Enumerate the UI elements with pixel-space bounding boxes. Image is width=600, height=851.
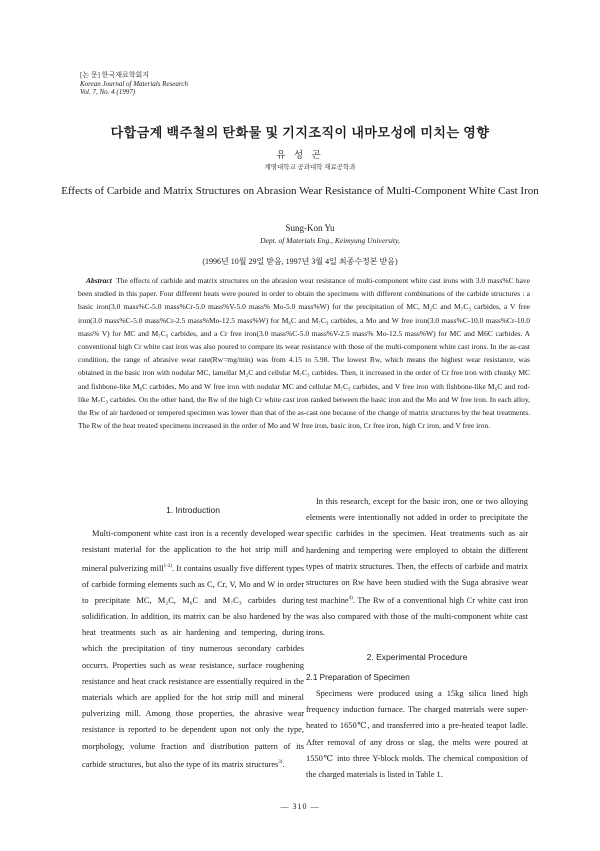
page-number: — 310 — [280,802,320,811]
abstract-label: Abstract [86,276,112,285]
journal-header [80,71,188,97]
right-column [306,494,528,783]
preparation-paragraph: Specimens were produced using a 15kg silica lined high frequency induction furnace. The charged materials were super-heated to 1650℃, and transferred into a pre-heated teapot ladle. After removal of any dross or slag, the melts were poured at 1550℃ into three Y-block molds. The chemical composition of the charged materials is listed in Table 1. [306,689,528,780]
korean-author: 유 성 곤 [276,151,324,161]
journal-korean-name: [논 문] 한국재료학회지 [80,71,150,79]
korean-affiliation: 계명대학교 공과대학 재료공학과 [264,164,356,171]
abstract [78,274,530,432]
english-title: Effects of Carbide and Matrix Structures on Abrasion Wear Resistance of Multi-Component White Cast Iron [61,185,539,197]
introduction-paragraph [82,526,304,773]
intro-text-b: . It contains usually five different types of carbide forming elements such as C, Cr, V, Mo and W in order to precipitate MC, M₂C, M₆C and M₇C₃ carbides during solidification. In addition, its matrix can be also hardened by the heat treatments such as air hardening and tempering, during which the precipitation of tiny numerous secondary carbides occurrs. Properties such as wear resistance, surface roughening resistance and heat crack resistance are essentially required in the materials which are applied for the hot strip mill and mineral pulverizing mill. Among those properties, the abrasive wear resistance is reported to be dependent upon not only the type, morphology, volume fraction and distribution pattern of its carbide structures, but also the type of its matrix structures [82,563,304,769]
journal-volume: Vol. 7, No. 4 (1997) [80,88,136,96]
intro-ref-2: 3) [278,759,283,765]
intro-ref-1: 1-2) [163,563,172,569]
english-affiliation: Dept. of Materials Eng., Keimyung University, [260,236,400,245]
korean-title: 다합금계 백주철의 탄화물 및 기지조직이 내마모성에 미치는 영향 [110,125,490,140]
abstract-text: The effects of carbide and matrix structures on the abrasion wear resistance of multi-component white cast irons with 3.0 mass%C have been studied in this paper. Four different heats were poured in order to obtain the specimens with different combinations of the carbide structures : a basic iron(3.0 mass%C-5.0 mass%Cr-5.0 mass%V-5.0 mass% Mo-5.0 mass%W) for the precipitation of MC, M₂C and M₇C₃ carbides, a V free iron(3.0 mass%C-5.0 mass%Cr-2.5 mass%Mo-12.5 mass%W) for M₆C and M₇C₃ carbides, a Mo and W free iron(3.0 mass%C-10.0 mass%Cr-10.0 mass% V) for MC and M₇C₃ carbides, and a Cr free iron(3.0 mass%C-5.0 mass%V-2.5 mass% Mo-12.5 mass%W) for MC and M6C carbides. A conventional high Cr white cast iron was also poured to compare its wear resistance with those of the multi-component white cast irons. In the as-cast condition, the range of abrasive wear rate(Rw=mg/min) was from 4.15 to 5.98. The lowest Rw, which means the highest wear resistance, was obtained in the basic iron with nodular MC, lamellar M₂C and cellular M₇C₃ carbides. Then, it increased in the order of Cr free iron with chunky MC and fishbone-like M₆C carbides, Mo and W free iron with nodular MC and cellular M₇C₃ carbides, and V free iron with fishbone-like M₆C and rod-like M₇C₃ carbides. On the other hand, the Rw of the high Cr white cast iron ranked between the basic iron and the Mo and W free iron. In each alloy, the Rw of air hardened or tempered specimen was lower than that of the as-cast one because of the change of matrix structures by the heat treatments. The Rw of the heat treated specimens increased in the order of Mo and W free iron, basic iron, Cr free iron, high Cr iron, and V free iron. [78,276,530,431]
received-dates: (1996년 10월 29일 받음, 1997년 3월 4일 최종수정본 받음) [202,257,398,266]
english-author: Sung-Kon Yu [285,223,335,233]
left-column [82,502,304,773]
research-ref: 4) [348,596,353,602]
experimental-heading: 2. Experimental Procedure [366,651,468,662]
research-text-b: . The Rw of a conventional high Cr white cast iron was also compared with those of the multi-component white cast irons. [306,596,528,638]
research-text-a: In this research, except for the basic iron, one or two alloying elements were intentionally not added in order to precipitate the specific carbides in the specimen. Heat treatments such as air hardening and tempering were employed to obtain the different types of matrix structures. Then, the effects of carbide and matrix structures on Rw have been studied with the Suga abrasive wear test machine [306,497,528,606]
intro-text-c: . [282,759,285,769]
intro-text-a: Multi-component white cast iron is a recently developed wear resistant material for the application to the hot strip mill and mineral pulverizing mill [82,529,304,573]
preparation-subheading: 2.1 Preparation of Specimen [306,672,410,682]
research-paragraph [306,494,528,642]
introduction-heading: 1. Introduction [166,505,220,515]
journal-english-name: Korean Journal of Materials Research [80,79,188,88]
